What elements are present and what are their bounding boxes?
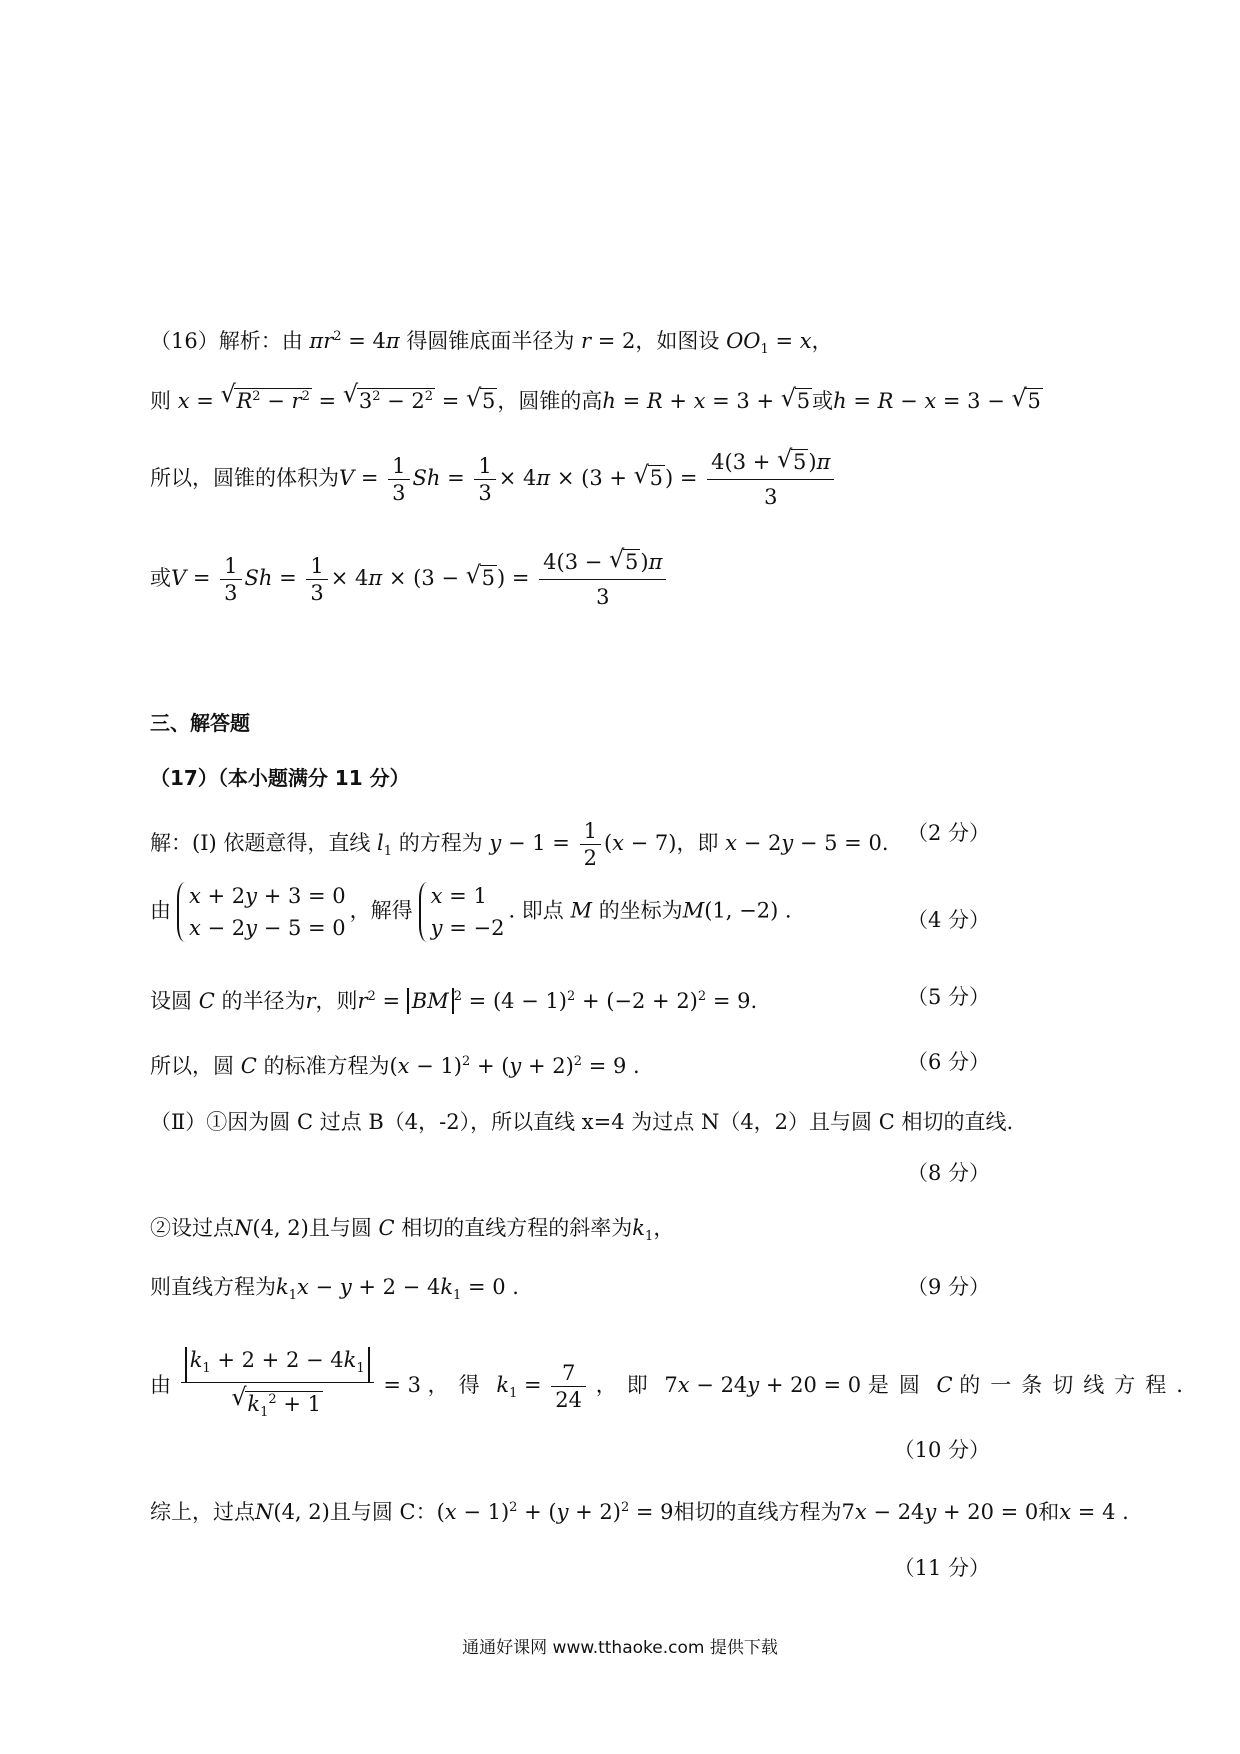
q17-text: 由 — [150, 898, 171, 923]
score-label: （10 分） — [893, 1438, 990, 1462]
q16-text: ，如图设 — [635, 329, 720, 353]
q17-line-9 — [150, 1493, 1129, 1527]
q17-text: 设圆 — [150, 989, 192, 1013]
q16-text: 由 — [281, 329, 303, 353]
math-expression: V = $\frac{1}{3}$ Sh = $\frac{1}{3}$ × 4π × (3 − √ 5) = $\frac{4(3 - √ 5)\pi}{3}$ — [171, 566, 669, 590]
math-expression: 7x − 24y + 20 = 0 — [664, 1373, 862, 1398]
score-label: （11 分） — [893, 1556, 990, 1580]
q16-text: 或 — [812, 389, 834, 413]
math-expression: r — [305, 989, 316, 1013]
score-label: （2 分） — [906, 821, 990, 845]
math-expression: $(x - 1)^2 + (y + 2)^2 = 9$ — [436, 1500, 674, 1524]
q16-text: 所以，圆锥的体积为 — [150, 466, 339, 490]
math-expression: $\pi r^2 = 4\pi$ — [309, 329, 400, 353]
math-expression: x = 4 . — [1059, 1500, 1129, 1524]
q17-text: ，即 — [676, 831, 719, 855]
math-expression: $k_1$ — [632, 1216, 654, 1245]
q17-text: ，即 — [595, 1373, 658, 1398]
footer-note: 通通好课网 www.tthaoke.com 提供下载 — [462, 1638, 778, 1658]
q16-text: 则 — [150, 389, 171, 413]
math-expression: M — [570, 898, 592, 923]
math-expression: $OO_1 = x$ — [726, 329, 812, 358]
equation-system: x = 1 y = −2 — [417, 880, 505, 944]
math-expression: C — [378, 1216, 395, 1240]
math-expression: M(1, −2) . — [682, 898, 792, 923]
math-expression: 7x − 24y + 20 = 0 — [841, 1500, 1039, 1524]
q16-text: ，圆锥的高 — [497, 389, 603, 413]
math-expression: C — [240, 1054, 257, 1078]
math-expression: r = 2 — [581, 329, 636, 353]
q17-text: 的方程为 — [398, 831, 483, 855]
q17-text: 的标准方程为 — [263, 1054, 390, 1078]
math-expression: N(4, 2) — [234, 1216, 309, 1240]
q17-line-6: ②设过点N(4, 2)且与圆 C 相切的直线方程的斜率为$k_1$， — [150, 1216, 675, 1245]
math-expression: $k_1 + 2 + 2 - 4k_1$ √ $k_1^2 + 1$ = 3 — [178, 1373, 421, 1397]
q17-text: ，则 — [315, 989, 358, 1013]
q17-text: 由 — [150, 1373, 171, 1398]
math-expression: y − 1 = $\frac{1}{2}$ (x − 7) — [489, 819, 677, 870]
math-expression: C — [198, 989, 215, 1013]
q17-text: 和 — [1038, 1500, 1060, 1524]
q17-text: 的半径为 — [221, 989, 306, 1013]
math-expression: $(x - 1)^2 + (y + 2)^2 = 9$ . — [389, 1054, 640, 1078]
q17-text: 且与圆 C： — [329, 1500, 437, 1524]
math-expression: h = R − x = 3 − √ 5 — [833, 389, 1043, 413]
score-label: （9 分） — [906, 1275, 990, 1299]
q17-text: 的一条切线方程 — [959, 1373, 1177, 1398]
q17-text: 解：(Ⅰ) 依题意得，直线 — [150, 831, 371, 855]
q17-title: （17）（本小题满分 11 分） — [150, 766, 410, 790]
q17-text: 的坐标为 — [598, 898, 683, 923]
q16-line-3 — [150, 445, 1090, 514]
math-expression: $k_1x - y + 2 - 4k_1 = 0$ . — [276, 1275, 519, 1304]
q17-text: 综上，过点 — [150, 1500, 255, 1524]
math-expression: $r^2$ = BM $^2 = (4 - 1)^2 + (-2 + 2)^2 = 9$. — [357, 989, 758, 1013]
section-heading: 三、解答题 — [150, 711, 250, 735]
q16-label: （16）解析： — [150, 329, 282, 353]
q17-text: ，解得 — [349, 898, 413, 923]
q17-text: 相切的直线方程为 — [673, 1500, 842, 1524]
math-expression: V = $\frac{1}{3}$ Sh = $\frac{1}{3}$ × 4π × (3 + √ 5) = $\frac{4(3 + √ 5)\pi}{3}$ — [339, 466, 837, 490]
math-expression: $l_1$ — [377, 831, 393, 860]
math-expression: N(4, 2) — [255, 1500, 330, 1524]
q17-text: ，得 — [427, 1373, 490, 1398]
score-label: （8 分） — [906, 1161, 990, 1185]
equation-system: x + 2y + 3 = 0 x − 2y − 5 = 0 — [175, 880, 346, 944]
q17-line-5: （Ⅱ）①因为圆 C 过点 B（4，-2），所以直线 x=4 为过点 N（4，2）且与圆 C 相切的直线. — [150, 1110, 1014, 1134]
score-label: （6 分） — [906, 1050, 990, 1074]
q17-text: . 即点 — [508, 898, 564, 923]
q16-line-4 — [150, 545, 1090, 614]
q17-text: 所以，圆 — [150, 1054, 234, 1078]
score-label: （4 分） — [906, 908, 990, 932]
math-expression: $k_1$ = $\frac{7}{24}$ — [496, 1373, 589, 1397]
math-expression: x = √ $R^2 - r^2$ = √ $3^2 - 2^2$ = √ 5 — [178, 389, 498, 413]
q17-line-8: 由 $k_1 + 2 + 2 - 4k_1$ √ $k_1^2 + 1$ = 3 ，得 $k_1$ = $\frac{7}{24}$ ，即 7x − 24y + 20 = 0 是圆 C 的一条切线方程. — [150, 1343, 1090, 1430]
math-expression: x − 2y − 5 = 0. — [725, 831, 889, 855]
q16-text: 或 — [150, 566, 171, 590]
q17-text: 是圆 — [867, 1373, 930, 1398]
q17-text: 则直线方程为 — [150, 1275, 276, 1299]
q17-text: ②设过点 — [150, 1216, 234, 1240]
q17-text: 相切的直线方程的斜率为 — [401, 1216, 633, 1240]
math-expression: C — [936, 1373, 953, 1398]
score-label: （5 分） — [906, 985, 990, 1009]
q17-text: 且与圆 — [308, 1216, 372, 1240]
math-expression: h = R + x = 3 + √ 5 — [602, 389, 812, 413]
q16-line-1: （16）解析：由 $\pi r^2 = 4\pi$ 得圆锥底面半径为 r = 2，如图设 $OO_1 = x$， — [150, 329, 833, 358]
q16-text: 得圆锥底面半径为 — [406, 329, 575, 353]
q16-line-2 — [150, 382, 1090, 416]
